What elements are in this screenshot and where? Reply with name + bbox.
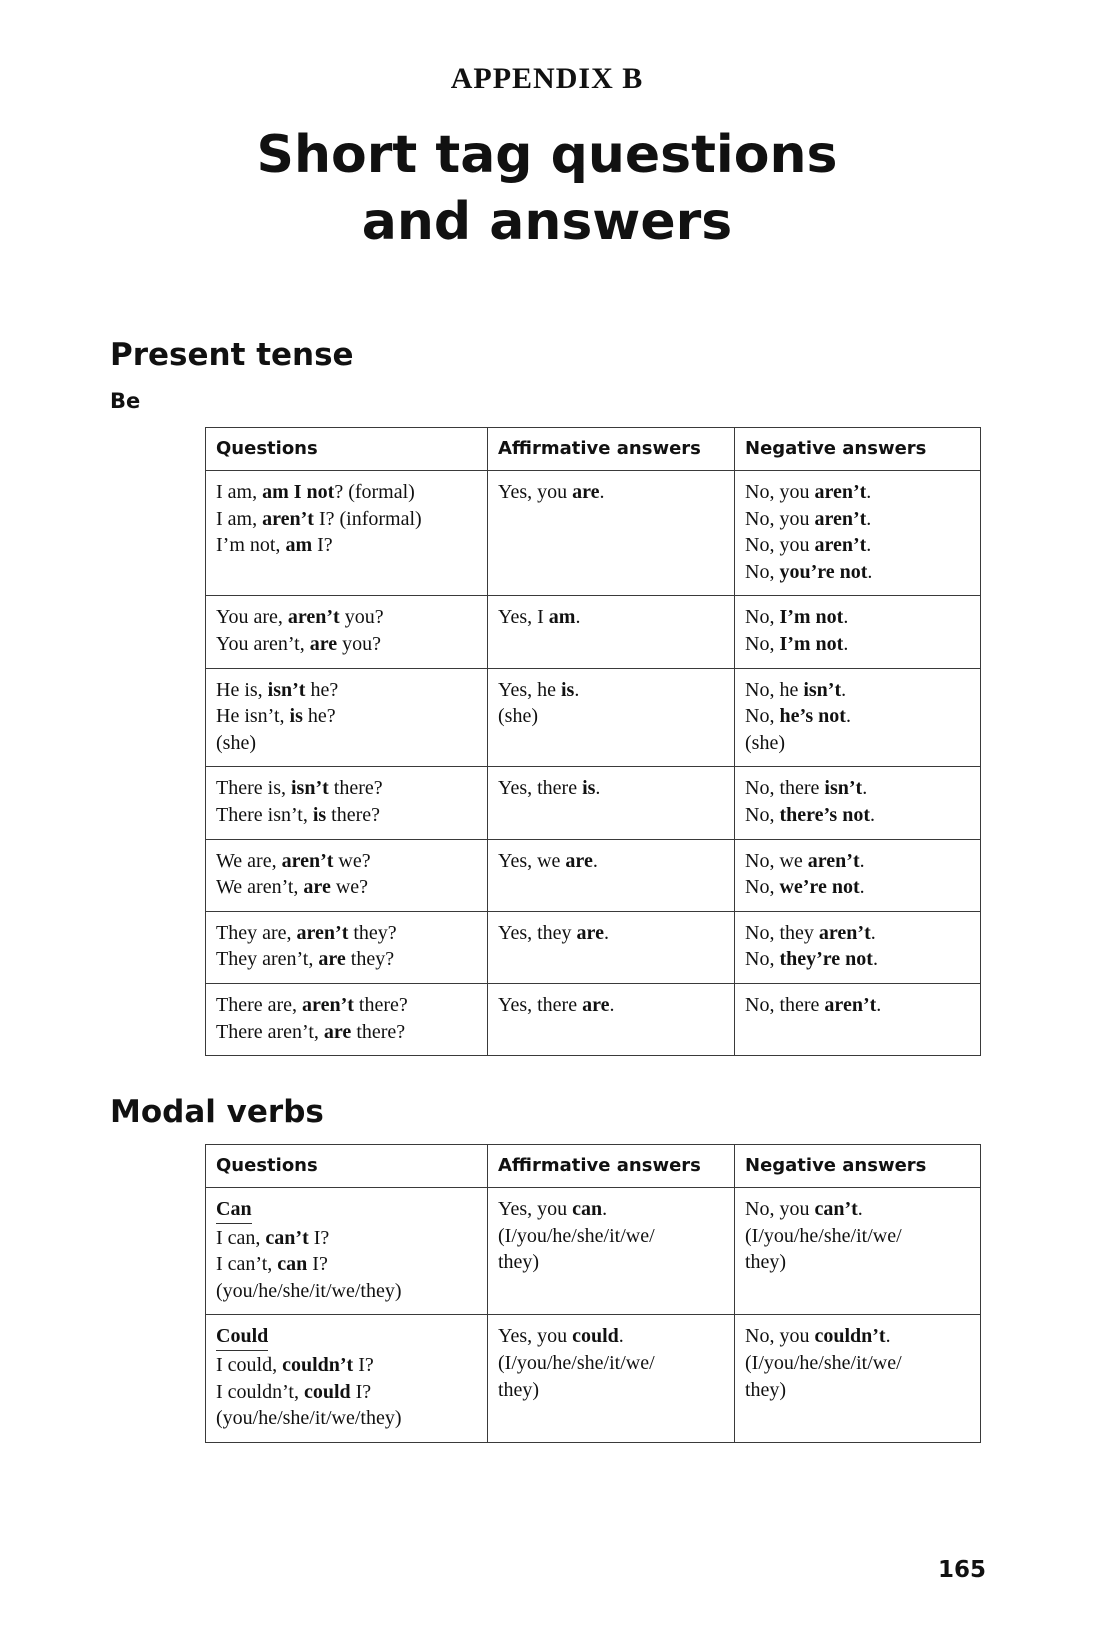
- cell-line: We are, aren’t we?: [216, 849, 371, 872]
- cell-affirmative: [488, 839, 735, 911]
- column-header-affirmative: Affirmative answers: [488, 428, 735, 471]
- cell-line: (she): [216, 731, 256, 754]
- table-row: [206, 839, 981, 911]
- table-row: [206, 1315, 981, 1442]
- cell-questions: [206, 668, 488, 767]
- table-row: [206, 471, 981, 596]
- page-title-line-1: Short tag questions: [256, 125, 838, 185]
- table-header-row: [206, 428, 981, 471]
- table-row: [206, 668, 981, 767]
- cell-line: Yes, they are.: [498, 921, 609, 944]
- cell-negative: [735, 1315, 981, 1442]
- cell-line: No, you can’t.: [745, 1198, 863, 1221]
- cell-negative: [735, 471, 981, 596]
- cell-line: Yes, he is.: [498, 678, 580, 701]
- cell-questions: [206, 911, 488, 983]
- cell-line: He isn’t, is he?: [216, 705, 336, 728]
- cell-line: There aren’t, are there?: [216, 1020, 406, 1043]
- cell-questions: [206, 596, 488, 668]
- cell-line: He is, isn’t he?: [216, 678, 339, 701]
- cell-negative: [735, 767, 981, 839]
- table-header-row: [206, 1145, 981, 1188]
- table-row: [206, 911, 981, 983]
- cell-affirmative: [488, 767, 735, 839]
- modal-verbs-table: [205, 1144, 981, 1443]
- cell-line: (you/he/she/it/we/they): [216, 1407, 402, 1430]
- cell-line: I’m not, am I?: [216, 534, 333, 557]
- cell-line: No, they aren’t.: [745, 921, 876, 944]
- cell-line: I am, am I not? (formal): [216, 481, 415, 504]
- cell-line: (she): [745, 731, 785, 754]
- cell-line: You aren’t, are you?: [216, 633, 382, 655]
- cell-affirmative: [488, 1315, 735, 1442]
- be-table: [205, 427, 981, 1056]
- cell-line: Can: [216, 1196, 477, 1225]
- sub-heading-be: Be: [110, 389, 141, 414]
- table-row: [206, 1188, 981, 1315]
- be-table-body: [206, 471, 981, 1056]
- cell-line: I can, can’t I?: [216, 1226, 330, 1249]
- cell-questions: [206, 839, 488, 911]
- column-header-questions: Questions: [206, 1145, 488, 1188]
- cell-line: They are, aren’t they?: [216, 921, 397, 944]
- cell-line: No, there aren’t.: [745, 993, 882, 1016]
- cell-line: (I/you/he/she/it/we/: [745, 1352, 902, 1375]
- cell-line: they): [498, 1251, 540, 1274]
- cell-line: Yes, there is.: [498, 777, 601, 800]
- cell-line: No, you aren’t.: [745, 534, 872, 557]
- cell-line: No, you’re not.: [745, 560, 873, 583]
- cell-affirmative: [488, 983, 735, 1055]
- cell-line: No, there’s not.: [745, 803, 875, 826]
- cell-negative: [735, 911, 981, 983]
- cell-line: No, we aren’t.: [745, 849, 865, 872]
- cell-questions: [206, 767, 488, 839]
- cell-line: (I/you/he/she/it/we/: [498, 1224, 655, 1247]
- table-row: [206, 983, 981, 1055]
- cell-negative: [735, 839, 981, 911]
- cell-line: Yes, there are.: [498, 993, 615, 1016]
- cell-questions: [206, 471, 488, 596]
- cell-line: Yes, you can.: [498, 1198, 608, 1221]
- cell-line: Yes, we are.: [498, 849, 598, 872]
- column-header-negative: Negative answers: [735, 428, 981, 471]
- cell-line: (I/you/he/she/it/we/: [745, 1224, 902, 1247]
- cell-affirmative: [488, 596, 735, 668]
- modal-verbs-table-body: [206, 1188, 981, 1443]
- cell-line: (you/he/she/it/we/they): [216, 1279, 402, 1302]
- cell-line: I am, aren’t I? (informal): [216, 507, 422, 530]
- cell-line: No, I’m not.: [745, 606, 849, 629]
- cell-line: No, he’s not.: [745, 705, 851, 728]
- column-header-questions: Questions: [206, 428, 488, 471]
- cell-line: I could, couldn’t I?: [216, 1354, 374, 1377]
- cell-line: they): [745, 1251, 787, 1274]
- cell-line: (I/you/he/she/it/we/: [498, 1352, 655, 1375]
- cell-negative: [735, 596, 981, 668]
- cell-line: No, you aren’t.: [745, 507, 872, 530]
- column-header-negative: Negative answers: [735, 1145, 981, 1188]
- document-page: [0, 62, 1094, 1631]
- cell-line: No, they’re not.: [745, 948, 878, 971]
- cell-line: (she): [498, 705, 538, 728]
- column-header-affirmative: Affirmative answers: [488, 1145, 735, 1188]
- cell-line: I can’t, can I?: [216, 1253, 328, 1276]
- cell-line: No, you aren’t.: [745, 481, 872, 504]
- cell-line: they): [745, 1378, 787, 1401]
- page-title-line-2: and answers: [361, 191, 733, 252]
- cell-line: There is, isn’t there?: [216, 777, 383, 800]
- cell-line: Yes, you are.: [498, 481, 605, 504]
- cell-questions: [206, 1188, 488, 1315]
- cell-negative: [735, 1188, 981, 1315]
- cell-line: Could: [216, 1323, 477, 1352]
- page-title: [0, 122, 1094, 255]
- cell-questions: [206, 1315, 488, 1442]
- appendix-label: APPENDIX B: [450, 62, 644, 95]
- page-number: 165: [937, 1557, 986, 1583]
- table-row: [206, 767, 981, 839]
- section-heading-modal-verbs: Modal verbs: [110, 1094, 324, 1131]
- cell-line: I couldn’t, could I?: [216, 1380, 372, 1403]
- cell-negative: [735, 668, 981, 767]
- cell-line: No, I’m not.: [745, 633, 849, 655]
- cell-line: Yes, you could.: [498, 1325, 624, 1348]
- cell-line: They aren’t, are they?: [216, 948, 395, 971]
- cell-line: No, he isn’t.: [745, 678, 847, 701]
- cell-line: No, there isn’t.: [745, 777, 868, 800]
- cell-affirmative: [488, 668, 735, 767]
- cell-line: they): [498, 1378, 540, 1401]
- cell-line: No, you couldn’t.: [745, 1325, 891, 1348]
- cell-line: No, we’re not.: [745, 876, 865, 899]
- cell-line: You are, aren’t you?: [216, 606, 384, 629]
- cell-line: We aren’t, are we?: [216, 876, 369, 899]
- table-row: [206, 596, 981, 668]
- cell-line: There are, aren’t there?: [216, 993, 408, 1016]
- cell-negative: [735, 983, 981, 1055]
- cell-affirmative: [488, 1188, 735, 1315]
- cell-affirmative: [488, 471, 735, 596]
- cell-questions: [206, 983, 488, 1055]
- cell-line: There isn’t, is there?: [216, 803, 381, 826]
- cell-affirmative: [488, 911, 735, 983]
- cell-line: Yes, I am.: [498, 606, 581, 629]
- section-heading-present-tense: Present tense: [110, 337, 354, 374]
